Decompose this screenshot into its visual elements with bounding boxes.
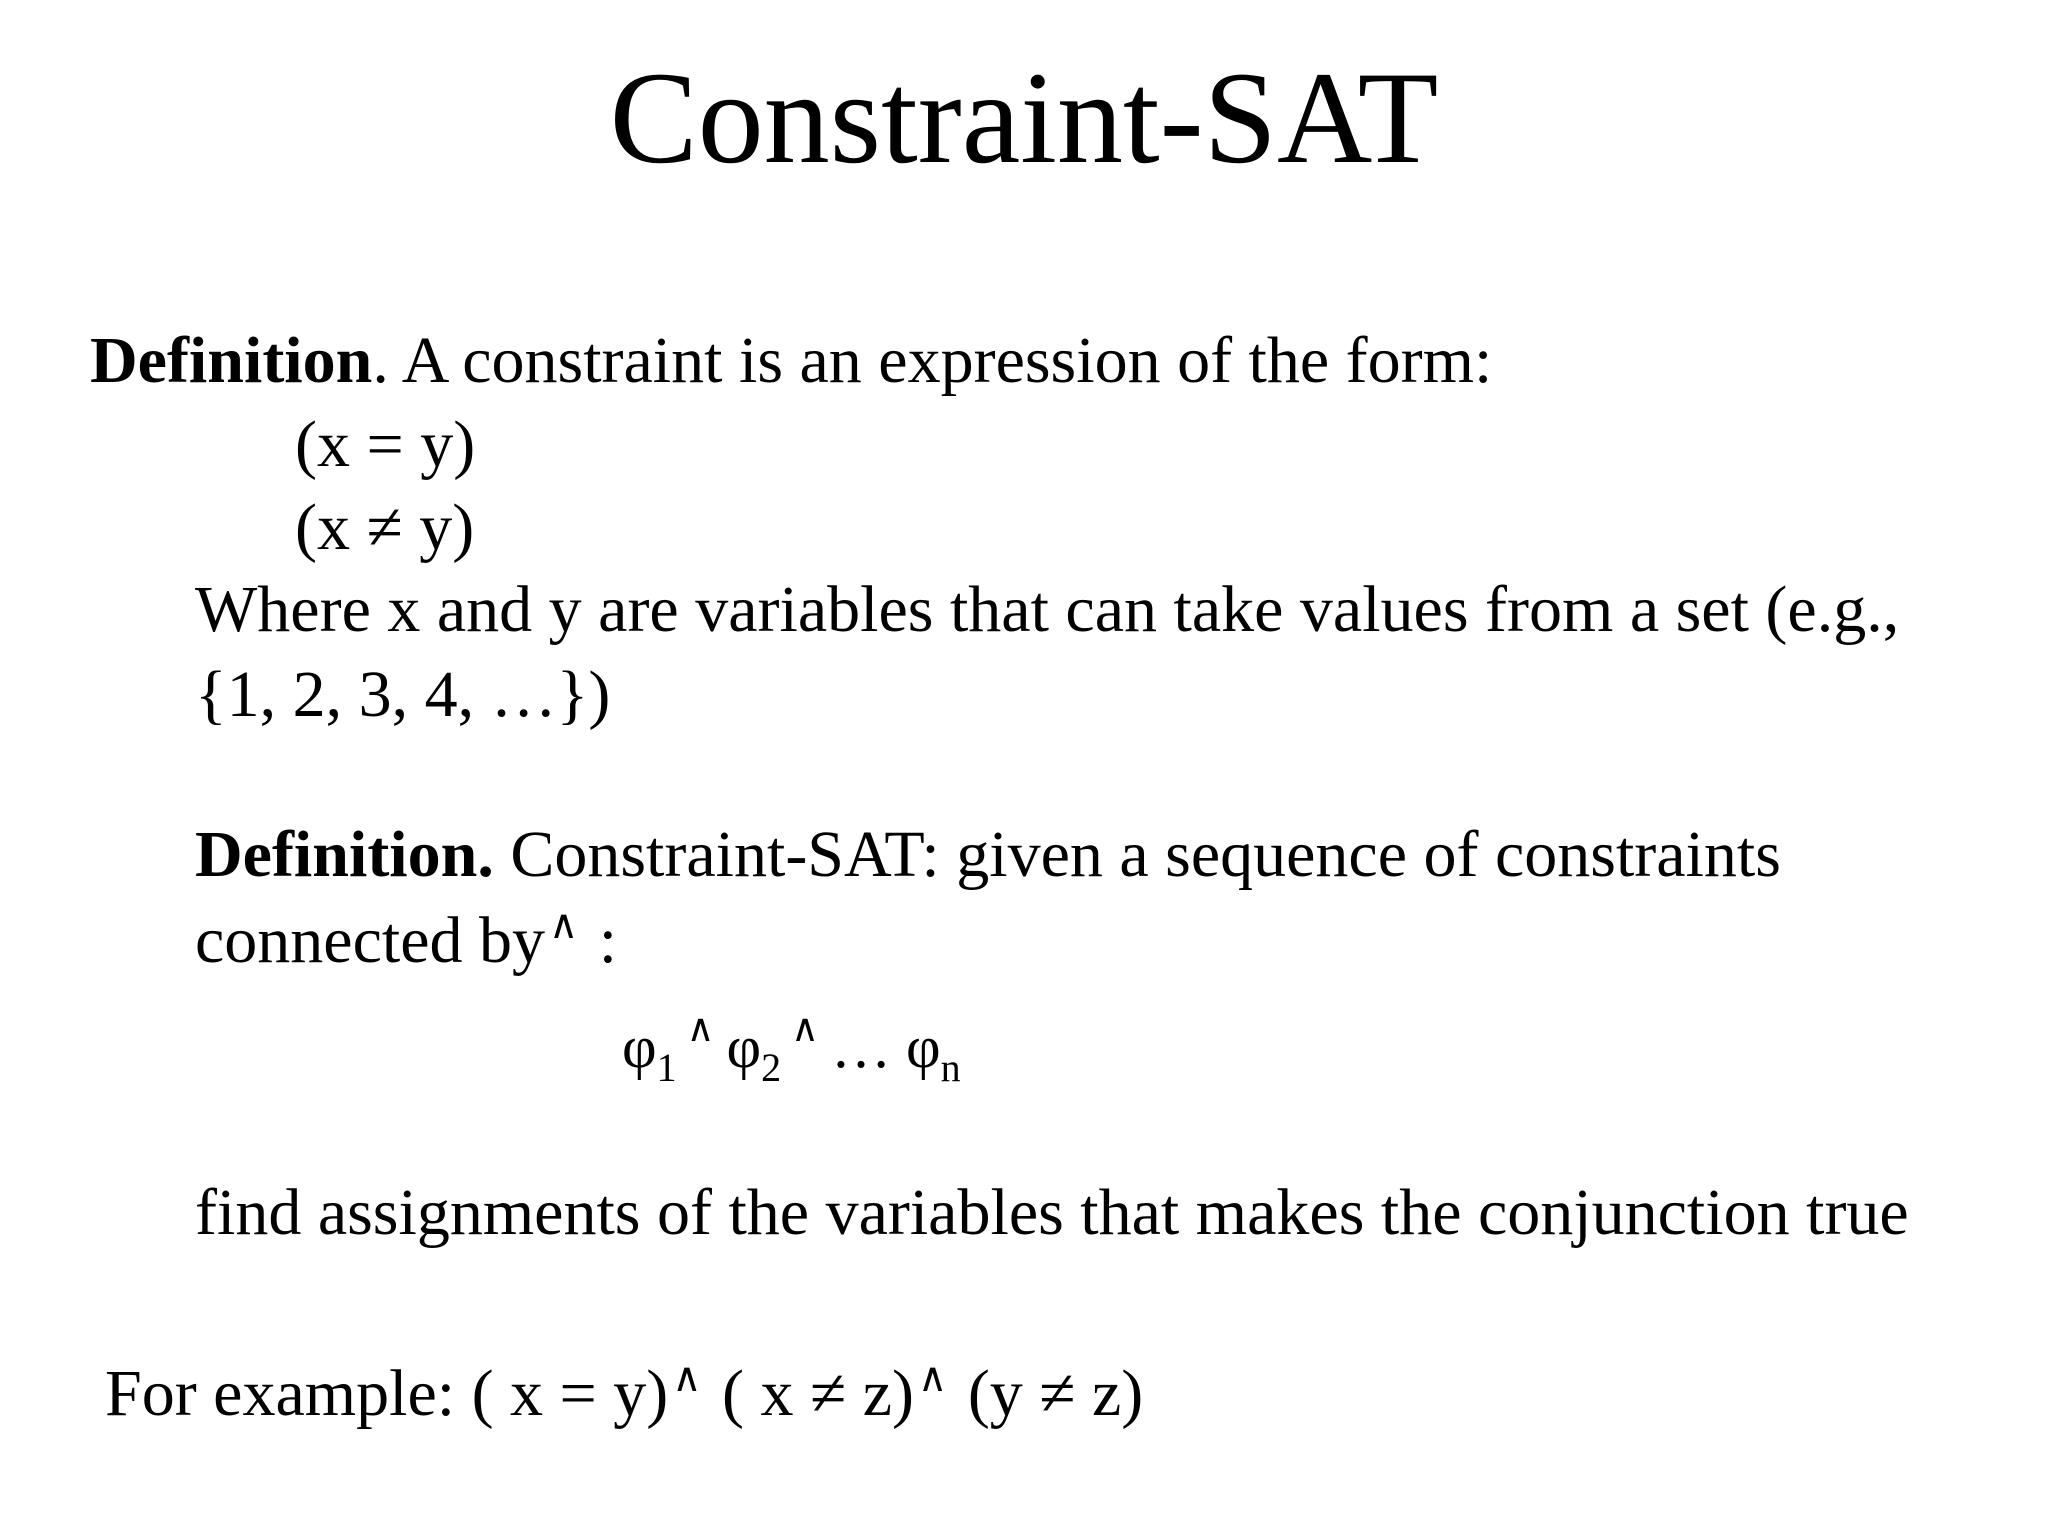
where-line-2: {1, 2, 3, 4, …}) [195, 658, 611, 731]
example-line [105, 1355, 1144, 1430]
and-wedge-symbol: ∧ [672, 1355, 702, 1400]
example-part-1: For example: ( x = y) [105, 1357, 669, 1430]
phi-2-subscript: 2 [761, 1045, 782, 1090]
definition-1-line [90, 324, 1493, 397]
find-assignments-line: find assignments of the variables that makes the conjunction true [195, 1176, 1909, 1249]
constraint-form-equal: (x = y) [295, 408, 476, 481]
connected-by-colon: : [582, 904, 618, 977]
phi-n-subscript: n [940, 1045, 961, 1090]
connected-by-text: connected by [195, 904, 546, 977]
where-line-1: Where x and y are variables that can take values from a set (e.g., [195, 573, 1900, 646]
connected-by-line [195, 902, 618, 977]
phi-n: φ [905, 1014, 941, 1080]
and-wedge-symbol: ∧ [791, 1008, 819, 1050]
constraint-form-not-equal: (x ≠ y) [295, 491, 475, 564]
definition-2-text: Constraint-SAT: given a sequence of constraints [493, 818, 1781, 891]
definition-2-line [195, 818, 1781, 891]
phi-1-subscript: 1 [656, 1045, 677, 1090]
definition-1-label: Definition [90, 324, 373, 397]
example-part-2: ( x ≠ z) [705, 1357, 915, 1430]
conjunction-formula [622, 1010, 961, 1088]
ellipsis: … [830, 1014, 891, 1080]
phi-1: φ [622, 1014, 657, 1080]
definition-1-text: . A constraint is an expression of the form: [372, 324, 1493, 397]
phi-2: φ [726, 1014, 762, 1080]
and-wedge-symbol: ∧ [549, 902, 579, 947]
definition-2-label: Definition. [195, 818, 494, 891]
slide-title: Constraint-SAT [609, 44, 1439, 191]
and-wedge-symbol: ∧ [918, 1355, 948, 1400]
and-wedge-symbol: ∧ [686, 1008, 715, 1050]
example-part-3: (y ≠ z) [951, 1357, 1144, 1430]
